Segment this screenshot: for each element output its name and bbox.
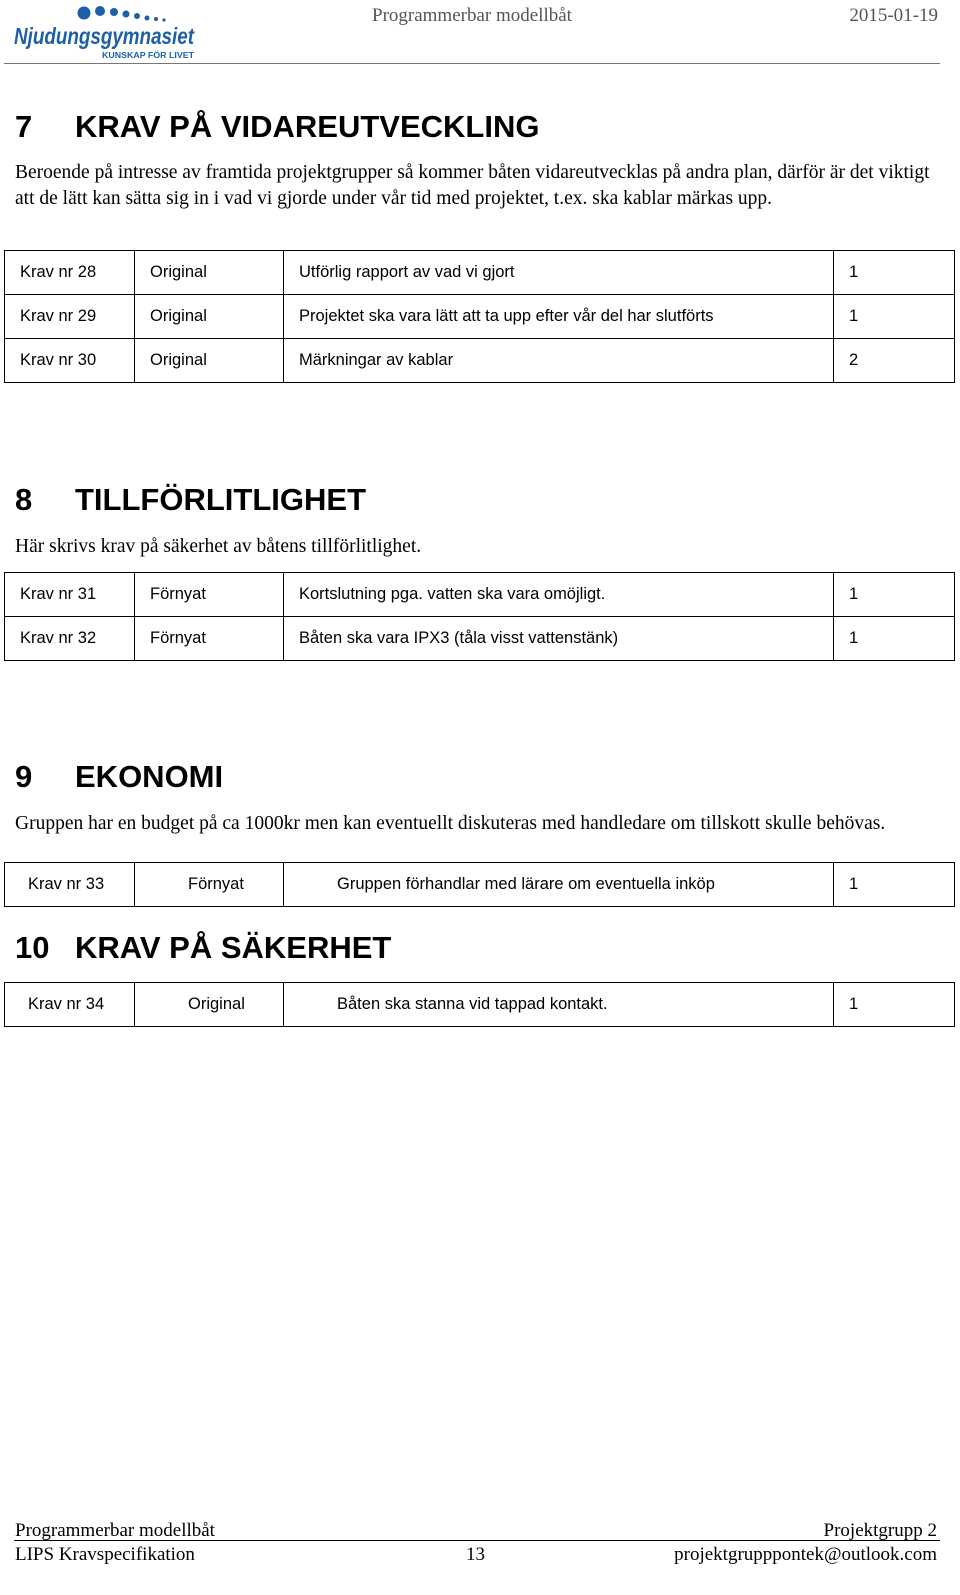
section-number: 7 xyxy=(15,109,33,144)
section-text-7: Beroende på intresse av framtida projektgrupper så kommer båten vidareutvecklas på andra plan, därför är det viktigt att de lätt kan sätta sig in i vad vi gjorde under vår tid med projektet, t.ex. ska kablar märkas upp. xyxy=(15,162,930,209)
requirements-table-8 xyxy=(4,572,955,661)
table-row xyxy=(5,983,955,1027)
req-status: Original xyxy=(135,295,284,339)
school-logo xyxy=(14,4,204,62)
header-date: 2015-01-19 xyxy=(849,5,938,26)
req-id: Krav nr 31 xyxy=(5,573,135,617)
req-description: Utförlig rapport av vad vi gjort xyxy=(284,251,834,295)
header-divider xyxy=(4,63,940,64)
req-priority: 2 xyxy=(834,339,955,383)
req-status: Förnyat xyxy=(135,573,284,617)
req-description: Projektet ska vara lätt att ta upp efter vår del har slutförts xyxy=(284,295,834,339)
req-priority: 1 xyxy=(834,983,955,1027)
req-description: Båten ska stanna vid tappad kontakt. xyxy=(284,983,834,1027)
req-status: Original xyxy=(135,251,284,295)
section-number: 9 xyxy=(15,759,33,794)
req-priority: 1 xyxy=(834,863,955,907)
table-row xyxy=(5,863,955,907)
section-number: 10 xyxy=(15,930,50,965)
req-id: Krav nr 34 xyxy=(5,983,135,1027)
section-title: EKONOMI xyxy=(75,759,224,794)
logo-wordmark: Njudungsgymnasiet xyxy=(14,23,196,49)
logo-tagline: KUNSKAP FÖR LIVET xyxy=(102,51,195,60)
section-heading-8 xyxy=(15,482,366,518)
section-title: KRAV PÅ SÄKERHET xyxy=(75,930,392,965)
section-heading-9 xyxy=(15,759,223,795)
table-row xyxy=(5,617,955,661)
section-title: TILLFÖRLITLIGHET xyxy=(75,482,367,517)
req-status: Förnyat xyxy=(135,617,284,661)
req-status: Original xyxy=(135,339,284,383)
footer-email: projektgrupppontek@outlook.com xyxy=(674,1544,937,1565)
section-text-8: Här skrivs krav på säkerhet av båtens tillförlitlighet. xyxy=(15,536,422,557)
req-priority: 1 xyxy=(834,295,955,339)
section-text-9: Gruppen har en budget på ca 1000kr men kan eventuellt diskuteras med handledare om tillskott skulle behövas. xyxy=(15,813,886,834)
section-heading-7 xyxy=(15,109,539,145)
req-priority: 1 xyxy=(834,251,955,295)
requirements-table-9 xyxy=(4,862,955,907)
req-id: Krav nr 32 xyxy=(5,617,135,661)
req-id: Krav nr 28 xyxy=(5,251,135,295)
section-title: KRAV PÅ VIDAREUTVECKLING xyxy=(75,109,540,144)
header-title: Programmerbar modellbåt xyxy=(372,5,572,26)
req-status: Förnyat xyxy=(135,863,284,907)
footer-project-name: Programmerbar modellbåt xyxy=(15,1520,215,1541)
requirements-table-10 xyxy=(4,982,955,1027)
req-description: Märkningar av kablar xyxy=(284,339,834,383)
section-number: 8 xyxy=(15,482,33,517)
footer-group-name: Projektgrupp 2 xyxy=(823,1520,937,1541)
req-description: Gruppen förhandlar med lärare om eventuella inköp xyxy=(284,863,834,907)
req-id: Krav nr 30 xyxy=(5,339,135,383)
req-id: Krav nr 33 xyxy=(5,863,135,907)
footer-document-name: LIPS Kravspecifikation xyxy=(15,1544,195,1565)
req-description: Kortslutning pga. vatten ska vara omöjligt. xyxy=(284,573,834,617)
table-row xyxy=(5,573,955,617)
table-row xyxy=(5,339,955,383)
req-description: Båten ska vara IPX3 (tåla visst vattenstänk) xyxy=(284,617,834,661)
table-row xyxy=(5,251,955,295)
requirements-table-7 xyxy=(4,250,955,383)
table-row xyxy=(5,295,955,339)
req-status: Original xyxy=(135,983,284,1027)
req-priority: 1 xyxy=(834,573,955,617)
section-heading-10 xyxy=(15,930,391,966)
footer-page-number: 13 xyxy=(466,1544,485,1565)
req-id: Krav nr 29 xyxy=(5,295,135,339)
req-priority: 1 xyxy=(834,617,955,661)
